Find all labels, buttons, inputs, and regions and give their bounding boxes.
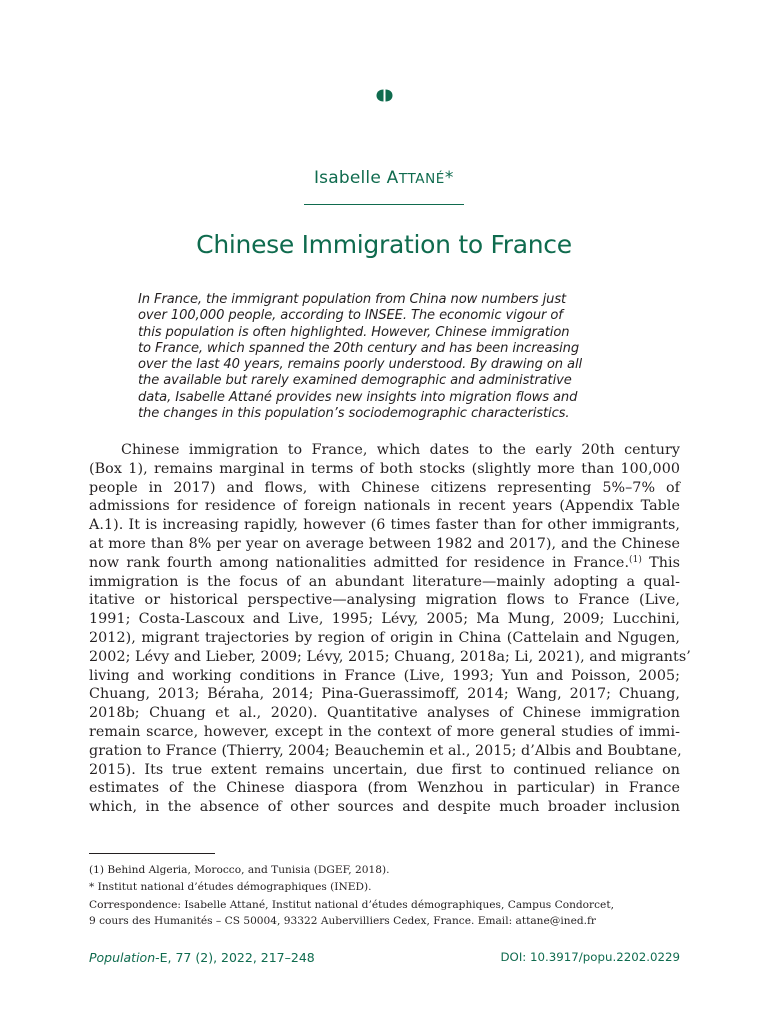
- footnote-1: (1) Behind Algeria, Morocco, and Tunisia (DGEF, 2018).: [89, 864, 390, 876]
- body-line: (Box 1), remains marginal in terms of both stocks (slightly more than 100,000: [89, 460, 680, 477]
- abstract-line: In France, the immigrant population from China now numbers just: [138, 292, 567, 307]
- body-line: 2012), migrant trajectories by region of origin in China (Cattelain and Ngugen,: [89, 629, 680, 646]
- abstract: [138, 292, 638, 422]
- doi-link[interactable]: DOI: 10.3917/popu.2202.0229: [500, 950, 680, 964]
- footnote-affiliation: * Institut national d’études démographiques (INED).: [89, 881, 372, 893]
- abstract-line: this population is often highlighted. However, Chinese immigration: [138, 324, 570, 340]
- body-line: now rank fourth among nationalities admitted for residence in France.$^{(1)}$ This: [89, 554, 681, 571]
- correspondence-line-2: 9 cours des Humanités – CS 50004, 93322 Aubervilliers Cedex, France. Email: attane@ined.fr: [89, 915, 596, 927]
- author-first-name: Isabelle: [313, 168, 381, 188]
- body-line: at more than 8% per year on average between 1982 and 2017), and the Chinese: [89, 535, 680, 552]
- citation-details: -E, 77 (2), 2022, 217–248: [155, 950, 315, 965]
- abstract-line: over the last 40 years, remains poorly understood. By drawing on all: [138, 357, 583, 373]
- body-line: people in 2017) and flows, with Chinese citizens representing 5%–7% of: [89, 479, 680, 496]
- footnote-ref-1[interactable]: (1): [629, 554, 642, 565]
- abstract-line: data, Isabelle Attané provides new insights into migration flows and: [138, 389, 578, 405]
- body-line: 1991; Costa-Lascoux and Live, 1995; Lévy, 2005; Ma Mung, 2009; Lucchini,: [89, 611, 680, 628]
- author-name: [0, 168, 768, 188]
- body-line: Chinese immigration to France, which dates to the early 20th century: [121, 442, 680, 458]
- body-line: 2018b; Chuang et al., 2020). Quantitative analyses of Chinese immigration: [89, 705, 680, 722]
- footnote-correspondence: [89, 897, 680, 929]
- footnote-rule: [89, 853, 215, 854]
- body-line: 2015). Its true extent remains uncertain, due first to continued reliance on: [89, 761, 680, 778]
- abstract-line: to France, which spanned the 20th century and has been increasing: [138, 340, 580, 356]
- abstract-line: the changes in this population’s sociodemographic characteristics.: [138, 406, 570, 422]
- abstract-line: over 100,000 people, according to INSEE. The economic vigour of: [138, 308, 563, 324]
- body-line: gration to France (Thierry, 2004; Beauchemin et al., 2015; d’Albis and Boubtane,: [89, 742, 682, 759]
- body-line: which, in the absence of other sources and despite much broader inclusion: [89, 799, 680, 816]
- body-line: estimates of the Chinese diaspora (from Wenzhou in particular) in France: [89, 780, 680, 797]
- body-line: living and working conditions in France (Live, 1993; Yun and Poisson, 2005;: [89, 667, 680, 684]
- journal-logo-icon: [376, 89, 393, 102]
- body-line: immigration is the focus of an abundant literature—mainly adopting a qual-: [89, 573, 680, 590]
- correspondence-line-1: Correspondence: Isabelle Attané, Institut national d’études démographiques, Campus Condorcet,: [89, 899, 614, 911]
- article-title: Chinese Immigration to France: [196, 230, 572, 259]
- title-rule: [304, 204, 464, 205]
- body-line: A.1). It is increasing rapidly, however (6 times faster than for other immigrants,: [89, 517, 680, 534]
- abstract-line: the available but rarely examined demographic and administrative: [138, 373, 572, 389]
- journal-name: Population: [89, 950, 156, 965]
- body-line: itative or historical perspective—analysing migration flows to France (Live,: [89, 592, 680, 609]
- author-last-name: ATTANÉ*: [386, 168, 455, 188]
- body-text: [89, 441, 691, 817]
- body-line: 2002; Lévy and Lieber, 2009; Lévy, 2015; Chuang, 2018a; Li, 2021), and migrants’: [89, 648, 691, 665]
- body-line: Chuang, 2013; Béraha, 2014; Pina-Guerassimoff, 2014; Wang, 2017; Chuang,: [89, 686, 680, 703]
- body-line: admissions for residence of foreign nationals in recent years (Appendix Table: [89, 498, 680, 515]
- journal-citation: [89, 950, 315, 965]
- body-line: remain scarce, however, except in the context of more general studies of immi-: [89, 723, 680, 740]
